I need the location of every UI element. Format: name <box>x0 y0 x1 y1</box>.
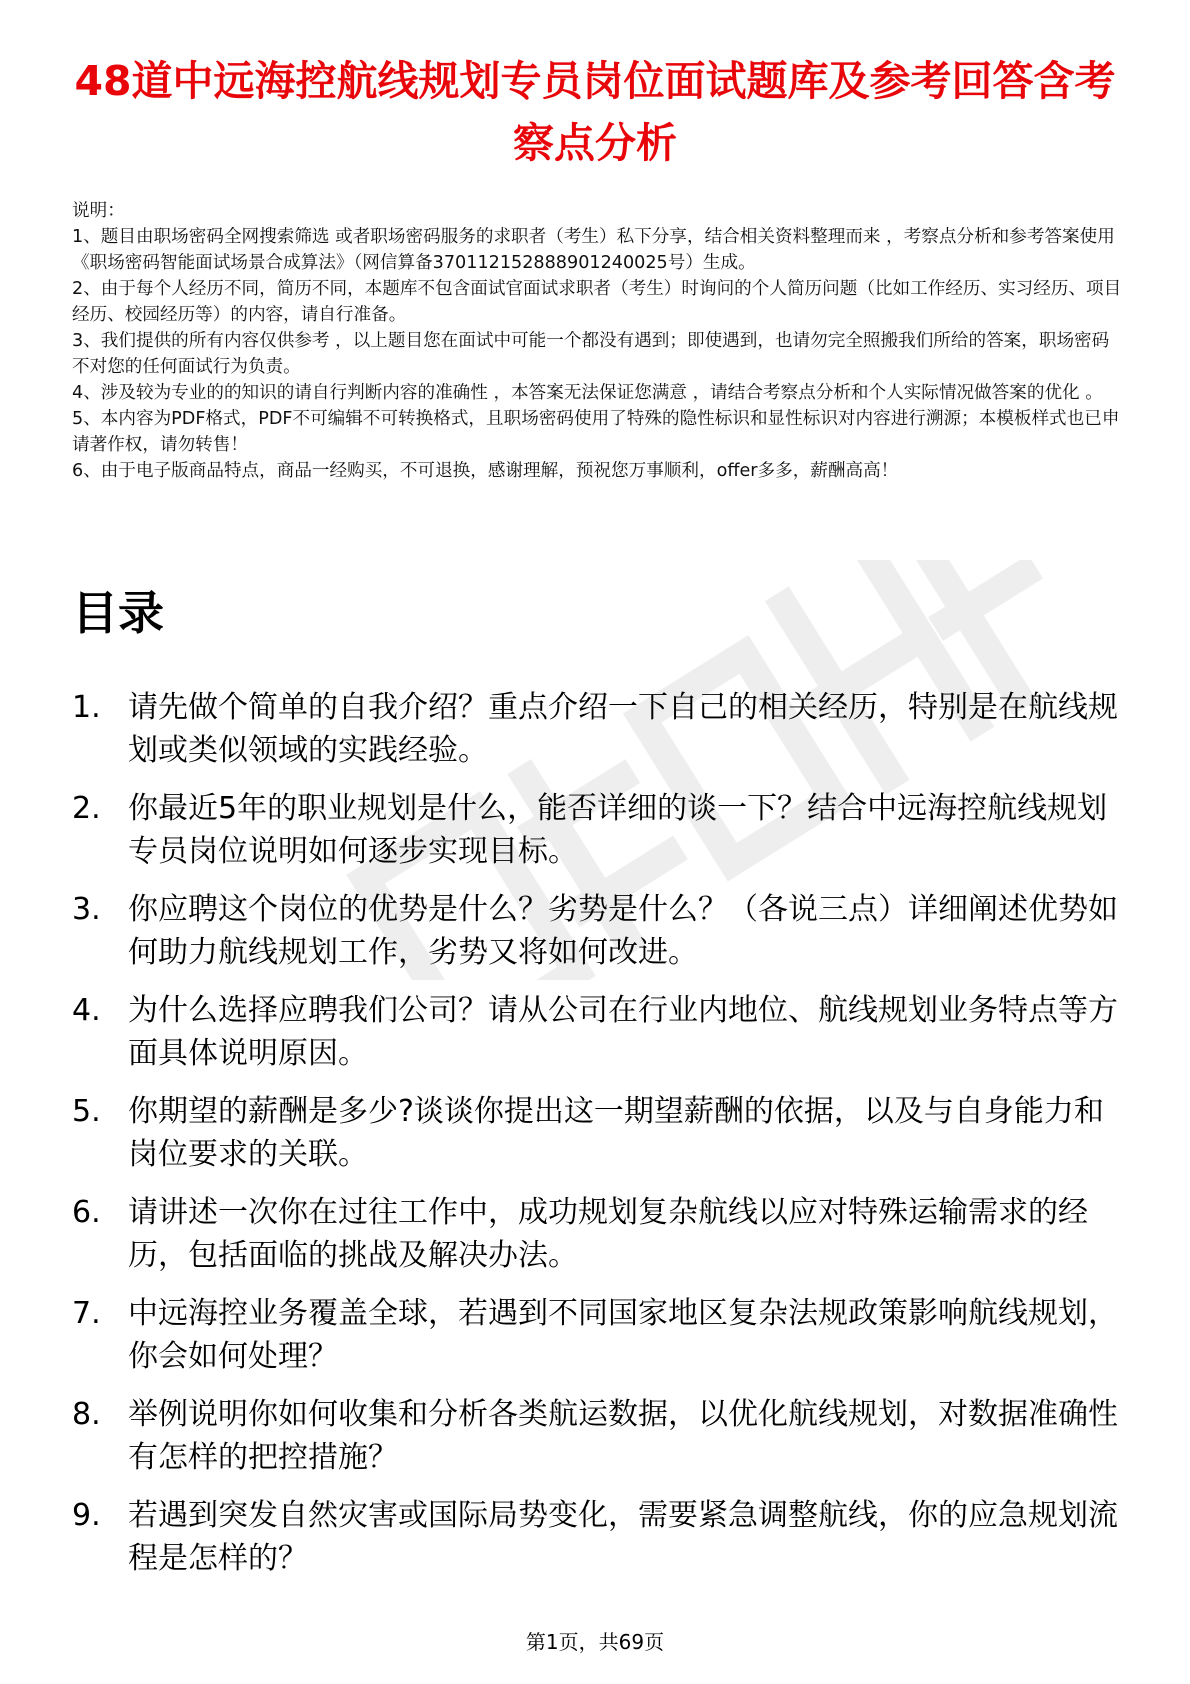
question-text: 若遇到突发自然灾害或国际局势变化，需要紧急调整航线，你的应急规划流程是怎样的？ <box>128 1498 1118 1576</box>
instruction-item: 4、涉及较为专业的的知识的请自行判断内容的准确性 ，本答案无法保证您满意 ，请结合考察点分析和个人实际情况做答案的优化 。 <box>72 383 1103 403</box>
question-item[interactable] <box>72 1292 1132 1378</box>
instructions-block <box>72 198 1122 484</box>
question-text: 你应聘这个岗位的优势是什么？劣势是什么？（各说三点）详细阐述优势如何助力航线规划工作，劣势又将如何改进。 <box>128 892 1118 970</box>
instruction-item: 5、本内容为PDF格式，PDF不可编辑不可转换格式，且职场密码使用了特殊的隐性标识和显性标识对内容进行溯源；本模板样式也已申请著作权，请勿转售！ <box>72 409 1120 455</box>
question-text: 为什么选择应聘我们公司？请从公司在行业内地位、航线规划业务特点等方面具体说明原因。 <box>128 993 1118 1071</box>
question-item[interactable] <box>72 1393 1132 1479</box>
question-text: 举例说明你如何收集和分析各类航运数据，以优化航线规划，对数据准确性有怎样的把控措施？ <box>128 1397 1118 1475</box>
question-text: 请讲述一次你在过往工作中，成功规划复杂航线以应对特殊运输需求的经历，包括面临的挑战及解决办法。 <box>128 1195 1088 1273</box>
question-item[interactable] <box>72 686 1132 772</box>
toc-heading: 目录 <box>72 586 164 640</box>
instruction-item: 1、题目由职场密码全网搜索筛选 或者职场密码服务的求职者（考生）私下分享，结合相关资料整理而来 ，考察点分析和参考答案使用《职场密码智能面试场景合成算法》（网信算备370112152888901240025号）生成。 <box>72 227 1115 273</box>
question-item[interactable] <box>72 1090 1132 1176</box>
question-item[interactable] <box>72 1494 1132 1580</box>
question-item[interactable] <box>72 888 1132 974</box>
question-number: 1. <box>72 690 101 725</box>
question-number: 3. <box>72 892 101 927</box>
question-number: 6. <box>72 1195 101 1230</box>
question-item[interactable] <box>72 787 1132 873</box>
question-number: 4. <box>72 993 101 1028</box>
question-item[interactable] <box>72 989 1132 1075</box>
instruction-item: 3、我们提供的所有内容仅供参考 ，以上题目您在面试中可能一个都没有遇到；即使遇到，也请勿完全照搬我们所给的答案，职场密码不对您的任何面试行为负责。 <box>72 331 1110 377</box>
question-text: 你最近5年的职业规划是什么，能否详细的谈一下？结合中远海控航线规划专员岗位说明如何逐步实现目标。 <box>128 791 1108 869</box>
question-number: 7. <box>72 1296 101 1331</box>
question-number: 9. <box>72 1498 101 1533</box>
question-number: 5. <box>72 1094 101 1129</box>
question-list <box>72 686 1132 1595</box>
page-title: 48道中远海控航线规划专员岗位面试题库及参考回答含考察点分析 <box>74 57 1116 167</box>
question-item[interactable] <box>72 1191 1132 1277</box>
page-footer: 第1页，共69页 <box>525 1630 665 1654</box>
question-text: 中远海控业务覆盖全球，若遇到不同国家地区复杂法规政策影响航线规划，你会如何处理？ <box>128 1296 1118 1374</box>
question-text: 请先做个简单的自我介绍？重点介绍一下自己的相关经历，特别是在航线规划或类似领域的实践经验。 <box>128 690 1118 768</box>
question-number: 2. <box>72 791 101 826</box>
instruction-item: 6、由于电子版商品特点，商品一经购买，不可退换，感谢理解，预祝您万事顺利，offer多多，薪酬高高！ <box>72 461 899 481</box>
instruction-item: 2、由于每个人经历不同，简历不同，本题库不包含面试官面试求职者（考生）时询问的个人简历问题（比如工作经历、实习经历、项目经历、校园经历等）的内容，请自行准备。 <box>72 279 1122 325</box>
instructions-heading: 说明： <box>72 201 125 221</box>
question-number: 8. <box>72 1397 101 1432</box>
question-text: 你期望的薪酬是多少?谈谈你提出这一期望薪酬的依据，以及与自身能力和岗位要求的关联。 <box>128 1094 1104 1172</box>
